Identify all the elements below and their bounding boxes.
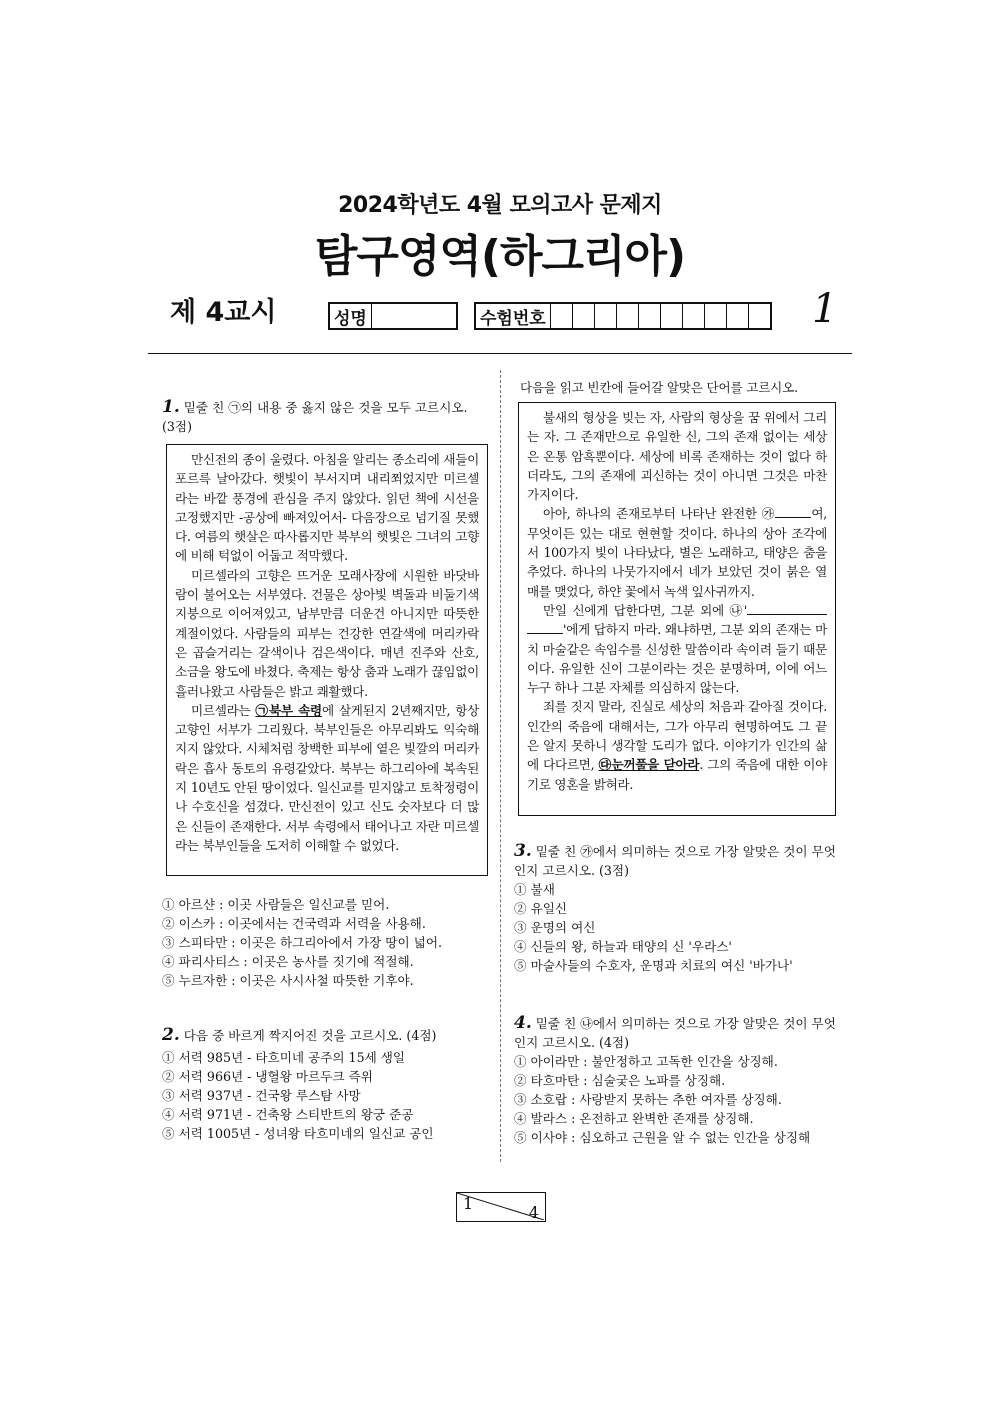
question-4-prompt: 밑줄 친 ㉯에서 의미하는 것으로 가장 알맞은 것이 무엇인지 고르시오. (4점) (514, 1016, 836, 1050)
exam-number-cell[interactable] (727, 304, 749, 328)
question-3-header (514, 842, 840, 880)
exam-number-label: 수험번호 (476, 304, 551, 328)
option-2[interactable]: ② 이스카 : 이곳에서는 건국력과 서력을 사용해. (162, 916, 426, 931)
passage-text: 여, 무엇이든 있는 대로 현현할 것이다. 하나의 상아 조각에서 100가지 빛이 나타났다, 별은 노래하고, 태양은 춤을 추었다. 하나의 나뭇가지에서 네가 보았던 것이 붉은 열매를 맺었다, 하얀 꽃에서 녹색 잎사귀까지. (527, 506, 827, 599)
passage-text: 죄를 짓지 말라, 진실로 세상의 처음과 같아질 것이다. 인간의 죽음에 대해서는, 그가 아무리 현명하여도 그 끝은 알지 못하니 생각할 도리가 없다. 이야기가 인간의 삶에 다다르면, (527, 699, 827, 773)
blank-na-2 (527, 633, 563, 634)
exam-subtitle: 2024학년도 4월 모의고사 문제지 (338, 193, 662, 218)
option-4[interactable]: ④ 신들의 왕, 하늘과 태양의 신 '우라스' (514, 939, 732, 954)
exam-number-cell[interactable] (661, 304, 683, 328)
header-divider (148, 353, 852, 354)
option-3[interactable]: ③ 운명의 여신 (514, 920, 596, 935)
blank-na-1 (747, 614, 827, 615)
shared-passage (518, 402, 836, 816)
option-5[interactable]: ⑤ 이사야 : 심오하고 근원을 알 수 없는 인간을 상징해 (514, 1130, 811, 1145)
passage-paragraph (527, 697, 827, 793)
question-1-passage (166, 444, 488, 876)
question-1-number: 1. (162, 397, 180, 417)
exam-number-cell[interactable] (573, 304, 595, 328)
question-4-number: 4. (514, 1013, 532, 1033)
underlined-mark-da: ㉰눈꺼풀을 닫아라 (598, 757, 700, 773)
name-label: 성명 (330, 304, 372, 328)
passage-paragraph (175, 701, 479, 855)
passage-paragraph: 불새의 형상을 빚는 자, 사람의 형상을 꿈 위에서 그리는 자. 그 존재만으로 유일한 신, 그의 존재 없이는 세상은 온통 암흑뿐이다. 세상에 비록 존재하는 것이 없다 하더라도, 그의 존재에 괴신하는 것이 아니면 그것은 마찬가지이다. (527, 410, 827, 503)
question-2-options (162, 1048, 492, 1143)
option-2[interactable]: ② 타흐마탄 : 심술궂은 노파를 상징해. (514, 1073, 726, 1088)
passage-text: 만일 신에게 답한다면, 그분 외에 ㉯' (543, 602, 747, 618)
question-3-options (514, 880, 840, 975)
option-3[interactable]: ③ 서력 937년 - 건국왕 루스탐 사망 (162, 1088, 361, 1103)
option-5[interactable]: ⑤ 마술사들의 수호자, 운명과 치료의 여신 '바가나' (514, 958, 793, 973)
total-pages: 4 (528, 1203, 539, 1222)
option-5[interactable]: ⑤ 누르자한 : 이곳은 사시사철 따뜻한 기후야. (162, 973, 414, 988)
question-3-number: 3. (514, 841, 532, 861)
question-4-header (514, 1014, 840, 1052)
option-1[interactable]: ① 아이라만 : 불안정하고 고독한 인간을 상징해. (514, 1054, 778, 1069)
column-divider (500, 370, 501, 1162)
question-1-points: (3점) (162, 419, 193, 434)
underlined-mark-a: ㉠북부 속령 (255, 702, 322, 718)
option-5[interactable]: ⑤ 서력 1005년 - 성녀왕 타흐미네의 일신교 공인 (162, 1126, 434, 1141)
exam-number-cell[interactable] (749, 304, 770, 328)
option-1[interactable]: ① 서력 985년 - 타흐미네 공주의 15세 생일 (162, 1050, 406, 1065)
exam-number-cell[interactable] (639, 304, 661, 328)
passage-paragraph: 미르셀라의 고향은 뜨거운 모래사장에 시원한 바닷바람이 불어오는 서부였다. 건물은 상아빛 벽돌과 비둘기색 지붕으로 이어져있고, 남부만큼 더운건 아니지만 따뜻한 계절이었다. 사람들의 피부는 건강한 연갈색에 머리카락은 곱슬거리는 갈색이나 검은색이다. 매년 진주와 산호, 소금을 왕도에 바쳤다. 축제는 항상 춤과 노래가 끊임없이 흘러나왔고 사람들은 밝고 쾌활했다. (175, 567, 479, 699)
exam-number-cell[interactable] (617, 304, 639, 328)
exam-number-cell[interactable] (551, 304, 573, 328)
question-1-options (162, 895, 492, 990)
exam-number-cell[interactable] (595, 304, 617, 328)
name-field[interactable] (372, 304, 456, 328)
passage-text: 미르셀라는 (191, 702, 256, 718)
period-label: 제 4교시 (170, 297, 277, 328)
question-1-prompt: 밑줄 친 ㉠의 내용 중 옳지 않은 것을 모두 고르시오. (183, 400, 468, 415)
question-2-header (162, 1026, 492, 1045)
exam-number-cell[interactable] (705, 304, 727, 328)
exam-number-cell[interactable] (683, 304, 705, 328)
passage-text: 에 살게된지 2년째지만, 항상 고향인 서부가 그리웠다. 북부인들은 아무리봐도 익숙해지지 않았다. 시체처럼 창백한 피부에 옅은 빛깔의 머리카락은 흡사 동토의 유령같았다. 북부는 하그리아에 복속된지 10년도 안된 땅이었다. 일신교를 믿지않고 토착정령이나 수호신을 섬겼다. 만신전이 있고 신도 숫자보다 더 많은 신들이 존재한다. 서부 속령에서 태어나고 자란 미르셀라는 북부인들을 도저히 이해할 수 없었다. (175, 702, 480, 853)
blank-ga (775, 517, 811, 518)
page-number: 1 (812, 286, 838, 332)
option-2[interactable]: ② 서력 966년 - 냉혈왕 마르두크 즉위 (162, 1069, 373, 1084)
current-page: 1 (463, 1194, 474, 1213)
passage-paragraph (527, 504, 827, 600)
page-indicator (456, 1192, 546, 1222)
exam-title: 탐구영역(하그리아) (314, 231, 686, 282)
option-4[interactable]: ④ 파리사티스 : 이곳은 농사를 짓기에 적절해. (162, 954, 414, 969)
question-4-options (514, 1052, 844, 1147)
passage-text: 아아, 하나의 존재로부터 나타난 완전한 ㉮ (543, 506, 776, 522)
question-1-header (162, 398, 488, 436)
passage-paragraph: 만신전의 종이 울렸다. 아침을 알리는 종소리에 새들이 포르륵 날아갔다. 햇빛이 부서지며 내리쬐었지만 미르셀라는 바깥 풍경에 관심을 주지 않았다. 읽던 책에 시선을 고정했지만 -공상에 빠져있어서- 다음장으로 넘기질 못했다. 여름의 햇살은 따사롭지만 북부의 햇빛은 그녀의 고향에 비해 턱없이 어둡고 적막했다. (175, 452, 479, 564)
question-2-prompt: 다음 중 바르게 짝지어진 것을 고르시오. (4점) (183, 1028, 437, 1043)
option-4[interactable]: ④ 서력 971년 - 건축왕 스티반트의 왕궁 준공 (162, 1107, 414, 1122)
name-box (328, 302, 458, 330)
passage-paragraph (527, 601, 827, 697)
option-1[interactable]: ① 불새 (514, 882, 555, 897)
option-3[interactable]: ③ 스피타만 : 이곳은 하그리아에서 가장 땅이 넓어. (162, 935, 443, 950)
question-3-prompt: 밑줄 친 ㉮에서 의미하는 것으로 가장 알맞은 것이 무엇인지 고르시오. (3점) (514, 844, 836, 878)
passage-text: '에게 답하지 마라. 왜냐하면, 그분 외의 존재는 마치 마술같은 속임수를 신성한 말씀이라 속이려 들기 때문이다. 유일한 신이 그분이라는 것은 분명하며, 이에 어느 누구 하나 그분 자체를 의심하지 않는다. (527, 622, 827, 696)
exam-number-box (474, 302, 772, 330)
option-4[interactable]: ④ 발라스 : 온전하고 완벽한 존재를 상징해. (514, 1111, 754, 1126)
shared-intro: 다음을 읽고 빈칸에 들어갈 알맞은 단어를 고르시오. (520, 380, 798, 395)
passage-text: . 그의 죽음에 대한 이야기로 영혼을 밝혀라. (527, 757, 827, 792)
option-3[interactable]: ③ 소호랍 : 사랑받지 못하는 추한 여자를 상징해. (514, 1092, 782, 1107)
option-1[interactable]: ① 아르샨 : 이곳 사람들은 일신교를 믿어. (162, 897, 390, 912)
question-2-number: 2. (162, 1025, 180, 1045)
option-2[interactable]: ② 유일신 (514, 901, 568, 916)
